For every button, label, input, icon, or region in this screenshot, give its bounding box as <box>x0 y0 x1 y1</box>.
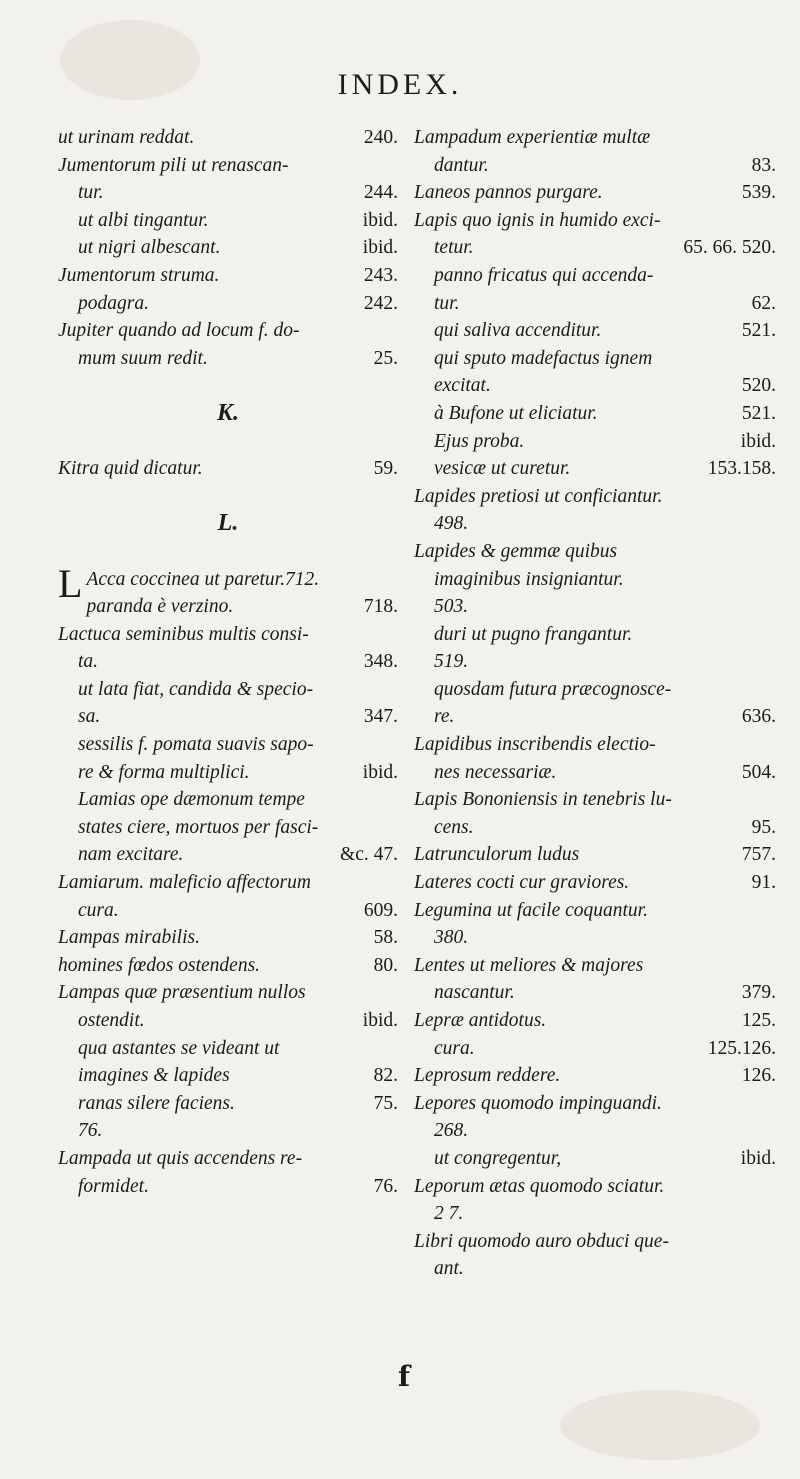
index-entry <box>414 179 776 207</box>
index-entry <box>414 731 776 759</box>
index-entry <box>58 648 398 676</box>
entry-text: Lampada ut quis accendens re- <box>58 1147 303 1169</box>
entry-text: formidet. <box>78 1175 149 1197</box>
page-reference: 636. <box>741 706 776 728</box>
index-entry <box>58 759 398 787</box>
entry-text: re. <box>434 706 455 728</box>
page-reference: 76. <box>373 1175 398 1197</box>
entry-text: 2 7. <box>434 1203 464 1225</box>
index-entry <box>58 621 398 649</box>
index-entry <box>58 924 398 952</box>
page-reference: 348. <box>363 651 398 673</box>
index-entry <box>58 897 398 925</box>
page-reference: 539. <box>741 182 776 204</box>
entry-text: 76. <box>78 1120 103 1142</box>
index-entry <box>58 1090 398 1118</box>
entry-text: paranda è verzino. <box>86 596 234 618</box>
entry-text: 503. <box>434 596 469 618</box>
index-entry <box>414 207 776 235</box>
page-reference: 153.158. <box>707 458 776 480</box>
page-reference: 95. <box>751 816 776 838</box>
entry-text: re & forma multiplici. <box>78 761 250 783</box>
index-entry <box>414 428 776 456</box>
entry-text: ta. <box>78 651 99 673</box>
index-entry <box>414 676 776 704</box>
index-entry <box>58 179 398 207</box>
entry-text: Legumina ut facile coquantur. <box>414 899 648 921</box>
right-column <box>414 124 776 1283</box>
entry-text: Lapides & gemmæ quibus <box>414 540 618 562</box>
page-header: INDEX. <box>337 68 463 101</box>
index-entry <box>414 1035 776 1063</box>
index-entry <box>414 897 776 925</box>
entry-text: Acca coccinea ut paretur.712. <box>86 568 320 590</box>
index-entry <box>414 483 776 511</box>
page-reference: 242. <box>363 292 398 314</box>
entry-text: ut congregentur, <box>434 1147 562 1169</box>
entry-text: ostendit. <box>78 1010 145 1031</box>
entry-text: duri ut pugno frangantur. <box>434 623 633 645</box>
entry-text: qui saliva accenditur. <box>434 320 602 342</box>
index-entry <box>414 593 776 621</box>
page-reference: 240. <box>363 127 398 148</box>
index-entry <box>414 566 776 594</box>
page-reference: &c. 47. <box>340 844 398 866</box>
entry-text: vesicæ ut curetur. <box>434 458 571 480</box>
index-entry <box>58 786 398 814</box>
entry-text: Lentes ut meliores & majores <box>414 954 644 976</box>
entry-text: Latrunculorum ludus <box>414 844 580 866</box>
page-reference: 25. <box>373 347 398 369</box>
index-entry <box>58 676 398 704</box>
index-entry <box>414 648 776 676</box>
index-entry <box>58 428 398 456</box>
entry-text: Lapidibus inscribendis electio- <box>414 734 656 756</box>
page-reference: ibid. <box>362 237 398 259</box>
index-entry <box>58 207 398 235</box>
page-reference: 125.126. <box>707 1037 776 1059</box>
index-entry <box>58 593 398 621</box>
section-letter-text: L. <box>217 510 239 537</box>
entry-text: ut albi tingantur. <box>78 209 209 231</box>
entry-text: Leprosum reddere. <box>414 1065 561 1087</box>
drop-cap: L <box>58 560 83 606</box>
entry-text: dantur. <box>434 154 489 176</box>
entry-text: quosdam futura præcognosce- <box>434 678 672 700</box>
index-entry <box>414 1145 776 1173</box>
entry-text: Lateres cocti cur graviores. <box>414 872 630 894</box>
entry-text: 498. <box>434 513 469 535</box>
index-entry <box>414 1007 776 1035</box>
entry-text: panno fricatus qui accenda- <box>434 264 654 286</box>
entry-text: 519. <box>434 651 469 673</box>
page-reference: 347. <box>363 706 398 728</box>
index-entry <box>414 841 776 869</box>
index-entry <box>58 1007 398 1035</box>
page-reference: ibid. <box>740 1147 776 1169</box>
index-entry <box>414 124 776 152</box>
entry-text: cura. <box>78 899 119 921</box>
entry-text: Lapis quo ignis in humido exci- <box>414 209 661 231</box>
index-entry <box>414 538 776 566</box>
page-reference: 243. <box>363 264 398 286</box>
index-entry <box>414 455 776 483</box>
page-reference: 80. <box>373 954 398 976</box>
entry-text: 268. <box>434 1120 469 1142</box>
entry-text: Lamiarum. maleficio affectorum <box>58 872 311 894</box>
index-entry <box>58 1062 398 1090</box>
index-entry <box>58 372 398 400</box>
page-reference: 609. <box>363 899 398 921</box>
index-entry <box>58 483 398 511</box>
page-reference: 58. <box>373 927 398 949</box>
index-entry <box>414 1200 776 1228</box>
index-entry <box>414 234 776 262</box>
index-entry <box>58 317 398 345</box>
index-entry <box>58 979 398 1007</box>
entry-text: Kitra quid dicatur. <box>58 458 203 480</box>
entry-text: Lampas mirabilis. <box>58 927 200 949</box>
page-reference: 59. <box>373 458 398 480</box>
page-reference: 75. <box>373 1092 398 1114</box>
index-entry <box>414 869 776 897</box>
entry-text: Lampadum experientiæ multæ <box>414 127 651 148</box>
index-entry <box>58 869 398 897</box>
entry-text: imaginibus insigniantur. <box>434 568 624 590</box>
index-entry <box>58 234 398 262</box>
entry-text: Lepræ antidotus. <box>414 1010 547 1031</box>
section-letter <box>58 510 398 538</box>
index-entry <box>58 345 398 373</box>
entry-text: mum suum redit. <box>78 347 208 369</box>
entry-text: imagines & lapides <box>78 1065 230 1087</box>
index-entry <box>58 538 398 566</box>
index-entry <box>414 1173 776 1201</box>
page-reference: 62. <box>751 292 776 314</box>
index-entry <box>414 345 776 373</box>
page-reference: 65. 66. 520. <box>683 237 776 259</box>
index-entry <box>58 1035 398 1063</box>
index-entry <box>414 372 776 400</box>
index-entry <box>58 731 398 759</box>
entry-text: excitat. <box>434 375 491 397</box>
page-reference: 125. <box>741 1010 776 1031</box>
index-entry <box>414 621 776 649</box>
index-entry <box>414 1228 776 1256</box>
page-reference: 504. <box>741 761 776 783</box>
index-entry <box>58 814 398 842</box>
index-entry <box>414 786 776 814</box>
entry-text: 380. <box>434 927 469 949</box>
entry-text: ranas silere faciens. <box>78 1092 235 1114</box>
index-entry <box>58 1173 398 1201</box>
entry-text: states ciere, mortuos per fasci- <box>78 816 319 838</box>
section-letter-text: K. <box>216 399 239 426</box>
entry-text: tur. <box>78 182 104 204</box>
entry-text: Lapis Bononiensis in tenebris lu- <box>414 789 672 811</box>
index-entry <box>58 703 398 731</box>
entry-text: nam excitare. <box>78 844 184 866</box>
index-entry <box>414 952 776 980</box>
entry-text: qui sputo madefactus ignem <box>434 347 653 369</box>
index-entry <box>58 560 398 606</box>
index-entry <box>414 317 776 345</box>
page-reference: 718. <box>363 596 398 618</box>
index-entry <box>58 124 398 152</box>
entry-text: Jumentorum pili ut renascan- <box>58 154 289 176</box>
page-reference: 520. <box>741 375 776 397</box>
index-entry <box>58 952 398 980</box>
index-entry <box>58 262 398 290</box>
page-reference: 521. <box>741 320 776 342</box>
entry-text: Lactuca seminibus multis consi- <box>58 623 309 645</box>
page-reference: ibid. <box>362 761 398 783</box>
entry-text: podagra. <box>78 292 149 314</box>
index-entry <box>414 1090 776 1118</box>
index-entry <box>58 1117 398 1145</box>
entry-text: Lapides pretiosi ut conficiantur. <box>414 485 663 507</box>
index-entry <box>414 759 776 787</box>
index-entry <box>58 841 398 869</box>
index-entry <box>414 924 776 952</box>
entry-text: à Bufone ut eliciatur. <box>434 402 598 424</box>
index-entry <box>414 262 776 290</box>
page-reference: 82. <box>373 1065 398 1087</box>
index-entry <box>414 814 776 842</box>
section-letter <box>58 400 398 428</box>
entry-text: Laneos pannos purgare. <box>414 182 603 204</box>
entry-text: cura. <box>434 1037 475 1059</box>
paper-stain <box>560 1390 760 1460</box>
entry-text: cens. <box>434 816 474 838</box>
entry-text: nes necessariæ. <box>434 761 557 783</box>
index-entry <box>414 979 776 1007</box>
index-entry <box>58 1145 398 1173</box>
index-entry <box>414 703 776 731</box>
entry-text: Lepores quomodo impinguandi. <box>414 1092 662 1114</box>
entry-text: sa. <box>78 706 101 728</box>
entry-text: Lampas quæ præsentium nullos <box>58 982 306 1004</box>
index-entry <box>414 290 776 318</box>
page-reference: 757. <box>741 844 776 866</box>
index-entry <box>58 290 398 318</box>
page-reference: 379. <box>741 982 776 1004</box>
entry-text: Leporum ætas quomodo sciatur. <box>414 1175 665 1197</box>
index-entry <box>414 510 776 538</box>
entry-text: sessilis f. pomata suavis sapo- <box>78 734 314 756</box>
entry-text: ut lata fiat, candida & specio- <box>78 678 314 700</box>
page-reference: 126. <box>741 1065 776 1087</box>
index-entry <box>414 1255 776 1283</box>
index-entry <box>414 400 776 428</box>
index-entry <box>414 1117 776 1145</box>
entry-text: Ejus proba. <box>434 430 525 452</box>
page-reference: 521. <box>741 402 776 424</box>
footer-mark: f <box>398 1360 411 1393</box>
page-reference: 244. <box>363 182 398 204</box>
entry-text: Lamias ope dæmonum tempe <box>78 789 305 811</box>
entry-text: homines fœdos ostendens. <box>58 954 261 976</box>
entry-text: Libri quomodo auro obduci que- <box>414 1230 669 1252</box>
entry-text: Jupiter quando ad locum f. do- <box>58 320 300 342</box>
index-entry <box>58 152 398 180</box>
entry-text: nascantur. <box>434 982 515 1004</box>
entry-text: tetur. <box>434 237 474 259</box>
index-entry <box>58 455 398 483</box>
entry-text: Jumentorum struma. <box>58 264 220 286</box>
left-column <box>58 124 398 1200</box>
index-entry <box>414 152 776 180</box>
page-reference: ibid. <box>362 1010 398 1031</box>
page-reference: 91. <box>751 872 776 894</box>
entry-text: tur. <box>434 292 460 314</box>
index-entry <box>414 1062 776 1090</box>
entry-text: ut nigri albescant. <box>78 237 221 259</box>
page-reference: 83. <box>751 154 776 176</box>
entry-text: ut urinam reddat. <box>58 127 195 148</box>
entry-text: qua astantes se videant ut <box>78 1037 280 1059</box>
page-reference: ibid. <box>362 209 398 231</box>
page-reference: ibid. <box>740 430 776 452</box>
entry-text: ant. <box>434 1258 464 1280</box>
